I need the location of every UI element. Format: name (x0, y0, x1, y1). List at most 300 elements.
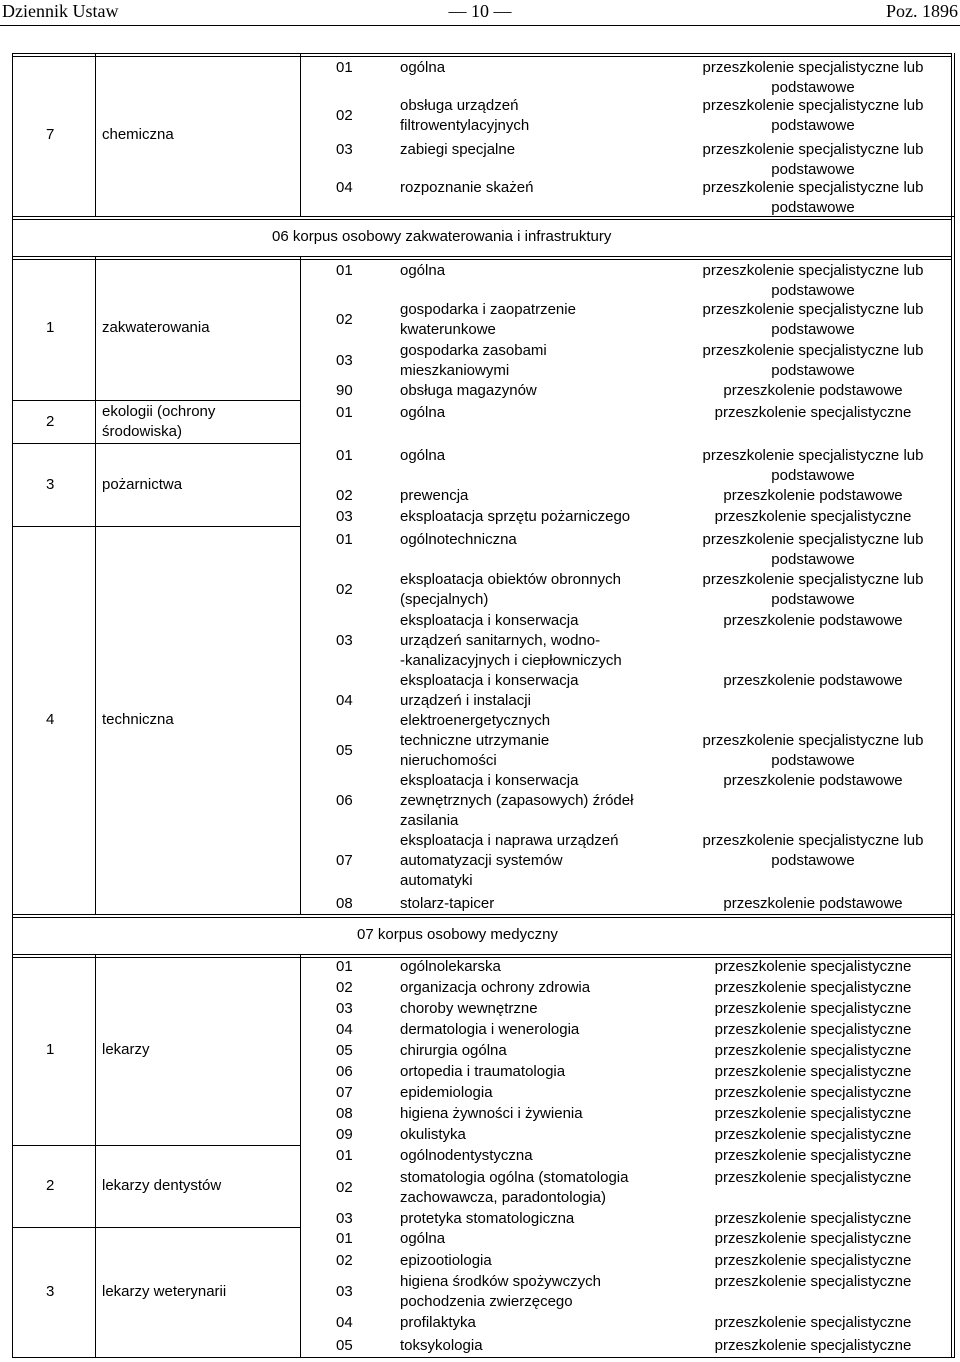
training-type-line: przeszkolenie specjalistyczne (714, 1105, 912, 1122)
training-type-line: przeszkolenie specjalistyczne (714, 979, 912, 996)
specialty-name-line: gospodarka i zaopatrzenie (400, 301, 576, 318)
training-type (663, 831, 960, 871)
training-type-line: przeszkolenie podstawowe (723, 895, 903, 912)
specialty-name-line: organizacja ochrony zdrowia (400, 979, 591, 996)
training-type-line: przeszkolenie specjalistyczne lub (702, 97, 924, 114)
title-rule (12, 256, 951, 257)
training-type-line: przeszkolenie specjalistyczne (714, 1210, 912, 1227)
specialty-code (336, 178, 353, 198)
specialty-name (400, 1336, 483, 1356)
specialty-name-line: eksploatacja i konserwacja (400, 612, 579, 629)
group-name-line: pożarnictwa (102, 476, 183, 493)
specialty-code (336, 894, 353, 914)
name-column-divider (95, 954, 96, 1357)
training-type (663, 978, 960, 998)
name-column-divider (95, 53, 96, 216)
row-divider (12, 443, 300, 444)
group-name-line: techniczna (102, 711, 174, 728)
training-type (663, 671, 960, 691)
training-type-line: przeszkolenie podstawowe (723, 487, 903, 504)
specialty-name-line: stolarz-tapicer (400, 895, 495, 912)
row-number (46, 412, 54, 432)
specialty-code (336, 1282, 353, 1302)
training-type (663, 1272, 960, 1292)
row-number (46, 1040, 54, 1060)
row-number-line: 1 (46, 1041, 55, 1058)
training-type-line: podstawowe (771, 282, 855, 299)
training-type-line: przeszkolenie specjalistyczne (714, 508, 912, 525)
training-type (663, 446, 960, 486)
row-number-line: 3 (46, 476, 55, 493)
specialty-code-line: 09 (336, 1126, 353, 1143)
specialty-code (336, 310, 353, 330)
specialty-name (400, 1209, 574, 1229)
specialty-name-line: filtrowentylacyjnych (400, 117, 530, 134)
training-type (663, 771, 960, 791)
specialty-name (400, 300, 576, 340)
specialty-name-line: protetyka stomatologiczna (400, 1210, 575, 1227)
position-number: Poz. 1896 (886, 1, 958, 21)
training-type-line: przeszkolenie specjalistyczne (714, 1000, 912, 1017)
specialty-code-line: 06 (336, 1063, 353, 1080)
training-type-line: przeszkolenie specjalistyczne (714, 1252, 912, 1269)
specialty-code (336, 631, 353, 651)
specialty-code-line: 04 (336, 692, 353, 709)
specialty-code (336, 106, 353, 126)
specialty-code (336, 1313, 353, 1333)
specialty-code-line: 01 (336, 447, 353, 464)
specialty-name-line: choroby wewnętrzne (400, 1000, 538, 1017)
training-type-line: przeszkolenie specjalistyczne lub (702, 447, 924, 464)
specialty-name-line: eksploatacja i konserwacja (400, 672, 579, 689)
table-border-left (12, 53, 13, 216)
specialty-code (336, 486, 353, 506)
training-type (663, 1062, 960, 1082)
specialty-code (336, 140, 353, 160)
specialty-code-line: 02 (336, 1252, 353, 1269)
specialty-code (336, 1229, 353, 1249)
row-number-line: 3 (46, 1283, 55, 1300)
specialty-name-line: ogólna (400, 1230, 446, 1247)
specialty-name-line: epidemiologia (400, 1084, 493, 1101)
training-type-line: przeszkolenie specjalistyczne lub (702, 832, 924, 849)
training-type (663, 486, 960, 506)
specialty-name-line: ogólnotechniczna (400, 531, 517, 548)
specialty-name-line: toksykologia (400, 1337, 483, 1354)
training-type (663, 1251, 960, 1271)
training-type-line: przeszkolenie specjalistyczne (714, 1126, 912, 1143)
specialty-code-line: 02 (336, 1179, 353, 1196)
specialty-code (336, 261, 353, 281)
specialty-name-line: ogólna (400, 59, 446, 76)
specialty-name-line: -kanalizacyjnych i ciepłowniczych (400, 652, 622, 669)
specialty-name-line: higiena żywności i żywienia (400, 1105, 583, 1122)
specialty-name-line: eksploatacja i konserwacja (400, 772, 579, 789)
specialty-code-line: 06 (336, 792, 353, 809)
table-border-top-inner (12, 56, 951, 57)
training-type-line: przeszkolenie specjalistyczne lub (702, 59, 924, 76)
group-name (102, 1176, 221, 1196)
name-column-divider (95, 256, 96, 914)
table-border-top (12, 53, 951, 54)
specialty-code (336, 1104, 353, 1124)
table-border-top-inner (12, 917, 951, 918)
specialty-code-line: 04 (336, 1314, 353, 1331)
specialty-name (400, 1313, 476, 1333)
specialty-name-line: zachowawcza, paradontologia) (400, 1189, 606, 1206)
row-number (46, 318, 54, 338)
training-type-line: podstawowe (771, 79, 855, 96)
specialty-name-line: rozpoznanie skażeń (400, 179, 534, 196)
specialty-code-line: 02 (336, 311, 353, 328)
training-type-line: podstawowe (771, 199, 855, 216)
specialty-code (336, 1062, 353, 1082)
specialty-name (400, 341, 547, 381)
specialty-name-line: urządzeń i instalacji (400, 692, 531, 709)
specialty-code-line: 08 (336, 1105, 353, 1122)
training-type (663, 957, 960, 977)
row-number (46, 475, 54, 495)
specialty-name (400, 1104, 583, 1124)
specialty-code (336, 1146, 353, 1166)
specialty-name (400, 58, 445, 78)
row-number-line: 2 (46, 1177, 55, 1194)
specialty-code-line: 03 (336, 352, 353, 369)
specialty-code-line: 04 (336, 179, 353, 196)
training-type-line: przeszkolenie specjalistyczne (714, 1230, 912, 1247)
specialty-code (336, 1020, 353, 1040)
table-border-bottom (12, 1357, 954, 1358)
row-number-line: 7 (46, 126, 55, 143)
specialty-code-line: 07 (336, 852, 353, 869)
specialty-name-line: urządzeń sanitarnych, wodno- (400, 632, 601, 649)
specialty-name-line: ogólna (400, 447, 446, 464)
training-type-line: przeszkolenie specjalistyczne lub (702, 732, 924, 749)
table-border-top-inner (12, 219, 951, 220)
specialty-code-line: 03 (336, 141, 353, 158)
training-type (663, 1041, 960, 1061)
specialty-name-line: dermatologia i wenerologia (400, 1021, 580, 1038)
specialty-name-line: ogólna (400, 262, 446, 279)
specialty-code-line: 90 (336, 382, 353, 399)
specialty-code-line: 07 (336, 1084, 353, 1101)
specialty-code (336, 1251, 353, 1271)
specialty-name-line: nieruchomości (400, 752, 497, 769)
specialty-name (400, 1272, 601, 1312)
specialty-code (336, 691, 353, 711)
corps-title: 06 korpus osobowy zakwaterowania i infrastruktury (272, 228, 612, 245)
title-rule (12, 954, 951, 955)
specialty-name (400, 381, 537, 401)
specialty-name (400, 1020, 579, 1040)
training-type-line: przeszkolenie specjalistyczne (714, 404, 912, 421)
specialty-name-line: obsługa magazynów (400, 382, 537, 399)
training-type-line: przeszkolenie podstawowe (723, 382, 903, 399)
specialty-code-line: 01 (336, 59, 353, 76)
specialty-code-line: 03 (336, 632, 353, 649)
training-type-line: przeszkolenie specjalistyczne lub (702, 141, 924, 158)
specialty-code (336, 507, 353, 527)
group-name (102, 318, 210, 338)
specialty-code (336, 1125, 353, 1145)
specialty-name (400, 1083, 493, 1103)
group-name-line: lekarzy (102, 1041, 150, 1058)
group-name (102, 125, 174, 145)
training-type-line: przeszkolenie podstawowe (723, 672, 903, 689)
group-name-line: środowiska) (102, 423, 183, 440)
training-type-line: podstawowe (771, 467, 855, 484)
training-type (663, 999, 960, 1019)
group-name (102, 1040, 150, 1060)
training-type (663, 894, 960, 914)
group-name-line: ekologii (ochrony (102, 403, 216, 420)
specialty-code (336, 1083, 353, 1103)
specialty-code-line: 01 (336, 262, 353, 279)
training-type-line: podstawowe (771, 852, 855, 869)
table-border-left (12, 216, 13, 914)
training-type (663, 530, 960, 570)
training-type (663, 96, 960, 136)
specialty-name (400, 261, 445, 281)
row-number (46, 1176, 54, 1196)
specialty-code (336, 403, 353, 423)
training-type-line: podstawowe (771, 161, 855, 178)
training-type (663, 1313, 960, 1333)
training-type-line: przeszkolenie specjalistyczne lub (702, 571, 924, 588)
specialty-name-line: profilaktyka (400, 1314, 476, 1331)
page-number: — 10 — (448, 1, 512, 21)
specialty-code-line: 01 (336, 1230, 353, 1247)
specialty-name-line: okulistyka (400, 1126, 466, 1143)
training-type (663, 140, 960, 180)
specialty-name (400, 1168, 628, 1208)
specialty-name (400, 140, 515, 160)
training-type (663, 381, 960, 401)
group-name-line: zakwaterowania (102, 319, 210, 336)
specialty-name (400, 1251, 492, 1271)
training-type (663, 1229, 960, 1249)
training-type (663, 58, 960, 98)
specialty-name (400, 999, 538, 1019)
group-name (102, 475, 182, 495)
specialty-code-line: 03 (336, 1000, 353, 1017)
table-border-top (12, 914, 951, 915)
specialty-code (336, 1178, 353, 1198)
training-type-line: przeszkolenie specjalistyczne lub (702, 531, 924, 548)
specialty-name-line: stomatologia ogólna (stomatologia (400, 1169, 629, 1186)
training-type-line: przeszkolenie specjalistyczne (714, 1314, 912, 1331)
specialty-name-line: eksploatacja obiektów obronnych (400, 571, 621, 588)
specialty-name-line: mieszkaniowymi (400, 362, 510, 379)
training-type (663, 611, 960, 631)
specialty-name-line: obsługa urządzeń (400, 97, 519, 114)
group-name-line: lekarzy weterynarii (102, 1283, 227, 1300)
specialty-name (400, 731, 549, 771)
training-type-line: podstawowe (771, 591, 855, 608)
specialty-name-line: chirurgia ogólna (400, 1042, 507, 1059)
row-number (46, 1282, 54, 1302)
specialty-code (336, 978, 353, 998)
specialty-name-line: automatyki (400, 872, 473, 889)
specialty-name-line: kwaterunkowe (400, 321, 496, 338)
specialty-name (400, 403, 445, 423)
training-type (663, 1209, 960, 1229)
specialty-name (400, 507, 630, 527)
specialty-name-line: (specjalnych) (400, 591, 489, 608)
training-type-line: podstawowe (771, 551, 855, 568)
training-type (663, 1168, 960, 1188)
specialty-name-line: prewencja (400, 487, 469, 504)
specialty-code-line: 02 (336, 487, 353, 504)
specialty-name (400, 957, 501, 977)
specialty-name-line: techniczne utrzymanie (400, 732, 550, 749)
training-type-line: przeszkolenie specjalistyczne (714, 1021, 912, 1038)
group-name-line: chemiczna (102, 126, 174, 143)
training-type-line: przeszkolenie specjalistyczne (714, 1169, 912, 1186)
training-type-line: przeszkolenie specjalistyczne (714, 1337, 912, 1354)
row-number (46, 125, 54, 145)
specialty-name-line: elektroenergetycznych (400, 712, 551, 729)
specialty-name (400, 570, 621, 610)
training-type-line: przeszkolenie specjalistyczne lub (702, 262, 924, 279)
training-type-line: przeszkolenie specjalistyczne (714, 958, 912, 975)
row-divider (12, 1227, 300, 1228)
specialty-name-line: pochodzenia zwierzęcego (400, 1293, 573, 1310)
specialty-code-line: 01 (336, 531, 353, 548)
training-type-line: podstawowe (771, 321, 855, 338)
specialty-code-line: 03 (336, 1283, 353, 1300)
group-name (102, 402, 215, 442)
specialty-name-line: ogólna (400, 404, 446, 421)
specialty-code-line: 04 (336, 1021, 353, 1038)
specialty-name-line: ortopedia i traumatologia (400, 1063, 566, 1080)
specialty-name (400, 1125, 466, 1145)
specialty-code-line: 05 (336, 1042, 353, 1059)
training-type-line: przeszkolenie specjalistyczne (714, 1273, 912, 1290)
specialty-code (336, 1336, 353, 1356)
specialty-code-line: 02 (336, 979, 353, 996)
training-type (663, 1125, 960, 1145)
training-type (663, 1020, 960, 1040)
row-number (46, 710, 54, 730)
specialty-name (400, 486, 468, 506)
training-type (663, 300, 960, 340)
training-type-line: przeszkolenie specjalistyczne (714, 1147, 912, 1164)
specialty-code-line: 03 (336, 1210, 353, 1227)
training-type-line: przeszkolenie specjalistyczne (714, 1042, 912, 1059)
group-name (102, 710, 174, 730)
specialty-name-line: automatyzacji systemów (400, 852, 563, 869)
specialty-code-line: 08 (336, 895, 353, 912)
specialty-code (336, 446, 353, 466)
specialty-code (336, 999, 353, 1019)
specialty-name-line: zasilania (400, 812, 459, 829)
row-divider (12, 400, 300, 401)
specialty-code (336, 957, 353, 977)
specialty-name (400, 978, 590, 998)
row-number-line: 4 (46, 711, 55, 728)
specialty-name (400, 178, 533, 198)
specialty-name-line: ogólnolekarska (400, 958, 501, 975)
training-type (663, 1336, 960, 1356)
specialty-name-line: eksploatacja i naprawa urządzeń (400, 832, 619, 849)
specialty-name-line: ogólnodentystyczna (400, 1147, 533, 1164)
training-type (663, 261, 960, 301)
row-divider (12, 526, 300, 527)
training-type-line: podstawowe (771, 752, 855, 769)
specialty-name-line: higiena środków spożywczych (400, 1273, 601, 1290)
specialty-name (400, 96, 529, 136)
specialty-code-line: 03 (336, 508, 353, 525)
specialty-code-line: 05 (336, 742, 353, 759)
training-type (663, 341, 960, 381)
training-type (663, 403, 960, 423)
table-border-top (12, 216, 951, 217)
specialty-code (336, 851, 353, 871)
specialty-name-line: zabiegi specjalne (400, 141, 516, 158)
specialty-code (336, 351, 353, 371)
specialty-code-line: 05 (336, 1337, 353, 1354)
journal-title: Dziennik Ustaw (2, 1, 119, 21)
specialty-code (336, 1041, 353, 1061)
training-type (663, 1104, 960, 1124)
specialty-name (400, 1041, 507, 1061)
spec-column-divider (300, 53, 301, 216)
specialty-name (400, 894, 494, 914)
specialty-code (336, 530, 353, 550)
specialty-code (336, 58, 353, 78)
training-type-line: przeszkolenie specjalistyczne (714, 1084, 912, 1101)
specialty-name (400, 1229, 445, 1249)
specialty-name (400, 831, 618, 891)
specialty-code (336, 580, 353, 600)
training-type-line: przeszkolenie specjalistyczne (714, 1063, 912, 1080)
training-type (663, 1083, 960, 1103)
specialty-name (400, 1062, 565, 1082)
training-type-line: podstawowe (771, 117, 855, 134)
training-type (663, 731, 960, 771)
specialty-name (400, 446, 445, 466)
training-type-line: przeszkolenie specjalistyczne lub (702, 179, 924, 196)
specialty-code-line: 02 (336, 581, 353, 598)
specialty-name (400, 530, 517, 550)
training-type (663, 1146, 960, 1166)
corps-title: 07 korpus osobowy medyczny (357, 926, 558, 943)
specialty-code (336, 381, 353, 401)
specialty-name-line: zewnętrznych (zapasowych) źródeł (400, 792, 634, 809)
specialty-code-line: 01 (336, 958, 353, 975)
row-number-line: 1 (46, 319, 55, 336)
training-type-line: przeszkolenie specjalistyczne lub (702, 342, 924, 359)
specialty-name-line: eksploatacja sprzętu pożarniczego (400, 508, 631, 525)
spec-column-divider (300, 954, 301, 1357)
table-border-left (12, 914, 13, 1357)
group-name (102, 1282, 226, 1302)
specialty-name (400, 1146, 533, 1166)
training-type-line: przeszkolenie specjalistyczne lub (702, 301, 924, 318)
training-type (663, 507, 960, 527)
specialty-name-line: gospodarka zasobami (400, 342, 547, 359)
specialty-name-line: epizootiologia (400, 1252, 492, 1269)
training-type-line: przeszkolenie podstawowe (723, 772, 903, 789)
training-type-line: przeszkolenie podstawowe (723, 612, 903, 629)
specialty-name (400, 671, 578, 731)
row-number-line: 2 (46, 413, 55, 430)
training-type (663, 570, 960, 610)
row-divider (12, 1145, 300, 1146)
specialty-code-line: 01 (336, 1147, 353, 1164)
specialty-code (336, 791, 353, 811)
